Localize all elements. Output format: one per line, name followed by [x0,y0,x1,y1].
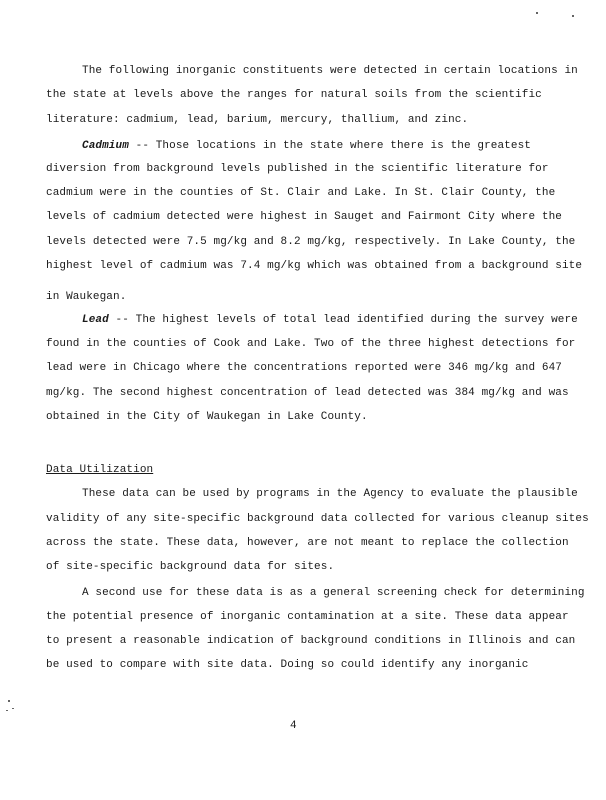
scan-speck [536,12,538,14]
scan-speck [572,15,574,17]
lead-term: Lead [82,314,109,326]
cadmium-line: levels of cadmium detected were highest in Sauget and Fairmont City where the [46,211,562,223]
data-utilization-line: A second use for these data is as a general screening check for determining [82,587,585,599]
lead-line: lead were in Chicago where the concentrations reported were 346 mg/kg and 647 [46,362,562,374]
scan-speck [8,700,10,702]
scan-speck [6,710,8,711]
data-utilization-line: to present a reasonable indication of background conditions in Illinois and can [46,635,576,647]
intro-line: literature: cadmium, lead, barium, mercury, thallium, and zinc. [46,114,469,126]
cadmium-first-line-rest: -- Those locations in the state where there is the greatest [128,140,531,152]
data-utilization-line: These data can be used by programs in the Agency to evaluate the plausible [82,488,578,500]
data-utilization-line: be used to compare with site data. Doing so could identify any inorganic [46,659,529,671]
data-utilization-line: across the state. These data, however, are not meant to replace the collection [46,537,569,549]
cadmium-line: cadmium were in the counties of St. Clair and Lake. In St. Clair County, the [46,187,556,199]
section-heading-data-utilization: Data Utilization [46,464,154,476]
page-number: 4 [290,720,297,732]
cadmium-line: diversion from background levels published in the scientific literature for [46,163,549,175]
lead-first-line-rest: -- The highest levels of total lead identified during the survey were [108,314,578,326]
cadmium-line: highest level of cadmium was 7.4 mg/kg which was obtained from a background site [46,260,583,272]
scan-speck [12,708,14,709]
cadmium-term: Cadmium [82,140,129,152]
lead-line: obtained in the City of Waukegan in Lake County. [46,411,368,423]
lead-first-line [82,313,578,327]
cadmium-line: levels detected were 7.5 mg/kg and 8.2 mg/kg, respectively. In Lake County, the [46,236,576,248]
intro-line: the state at levels above the ranges for natural soils from the scientific [46,89,542,101]
intro-line: The following inorganic constituents were detected in certain locations in [82,65,578,77]
data-utilization-line: of site-specific background data for sites. [46,561,335,573]
cadmium-line: in Waukegan. [46,291,127,303]
lead-line: mg/kg. The second highest concentration of lead detected was 384 mg/kg and was [46,387,569,399]
data-utilization-line: validity of any site-specific background data collected for various cleanup sites [46,513,589,525]
data-utilization-line: the potential presence of inorganic contamination at a site. These data appear [46,611,569,623]
lead-line: found in the counties of Cook and Lake. Two of the three highest detections for [46,338,576,350]
cadmium-first-line [82,139,531,153]
